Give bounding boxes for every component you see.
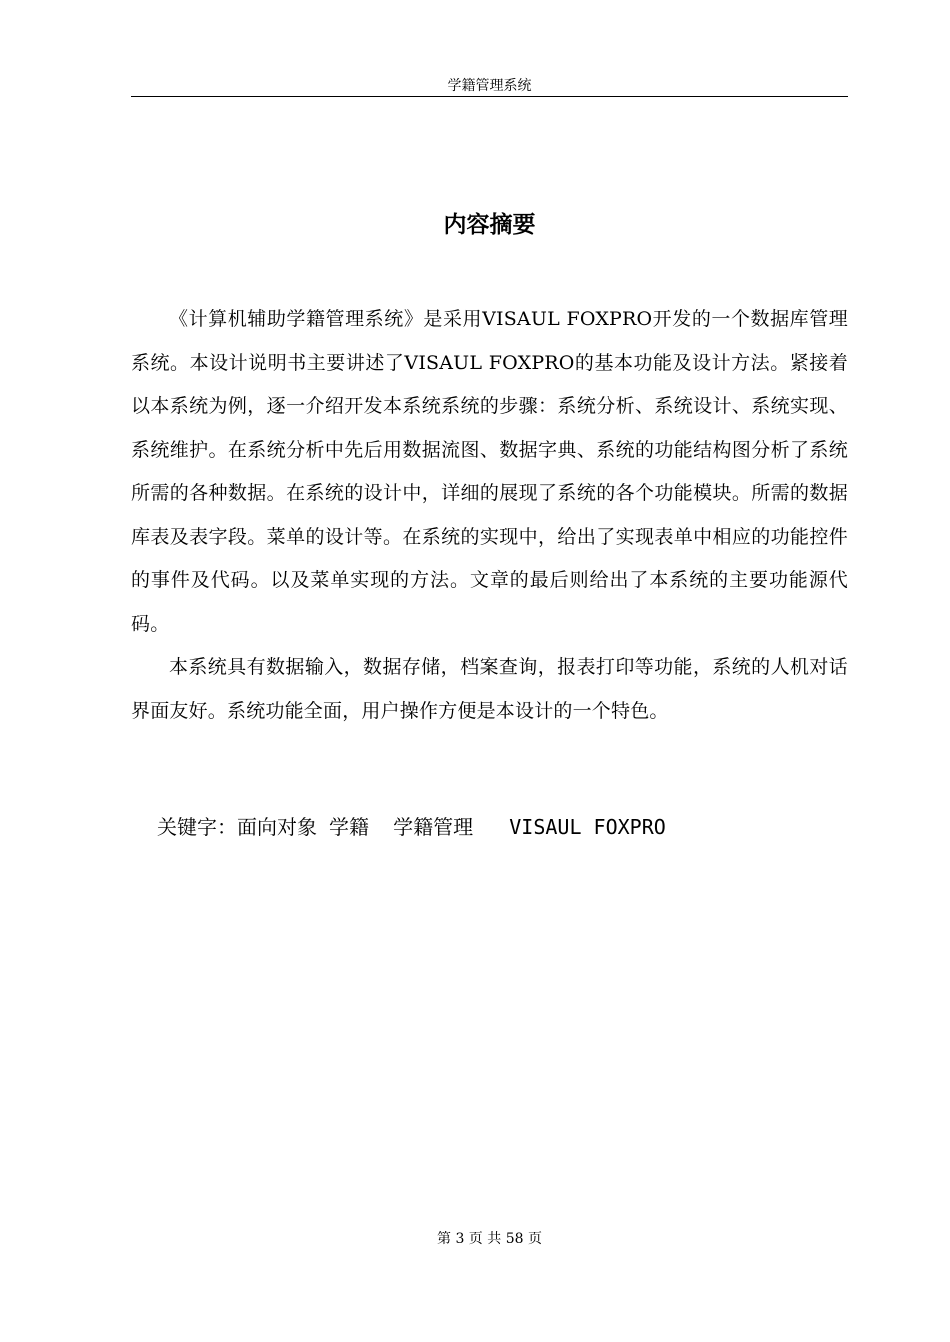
keywords-line: 关键字：面向对象 学籍 学籍管理 VISAUL FOXPRO — [157, 815, 666, 839]
page-number-footer: 第 3 页 共 58 页 — [437, 1231, 542, 1247]
abstract-title: 内容摘要 — [443, 212, 536, 238]
header-rule — [131, 96, 848, 97]
abstract-paragraph-1: 《计算机辅助学籍管理系统》是采用VISAUL FOXPRO开发的一个数据库管理系统。本设计说明书主要讲述了VISAUL FOXPRO的基本功能及设计方法。紧接着以本系统为例，逐一介绍开发本系统系统的步骤：系统分析、系统设计、系统实现、系统维护。在系统分析中先后用数据流图、数据字典、系统的功能结构图分析了系统所需的各种数据。在系统的设计中，详细的展现了系统的各个功能模块。所需的数据库表及表字段。菜单的设计等。在系统的实现中，给出了实现表单中相应的功能控件的事件及代码。以及菜单实现的方法。文章的最后则给出了本系统的主要功能源代码。 — [131, 308, 848, 635]
abstract-body — [131, 298, 848, 733]
abstract-paragraph-2: 本系统具有数据输入，数据存储，档案查询，报表打印等功能，系统的人机对话界面友好。系统功能全面，用户操作方便是本设计的一个特色。 — [131, 656, 848, 722]
running-header: 学籍管理系统 — [447, 78, 532, 94]
